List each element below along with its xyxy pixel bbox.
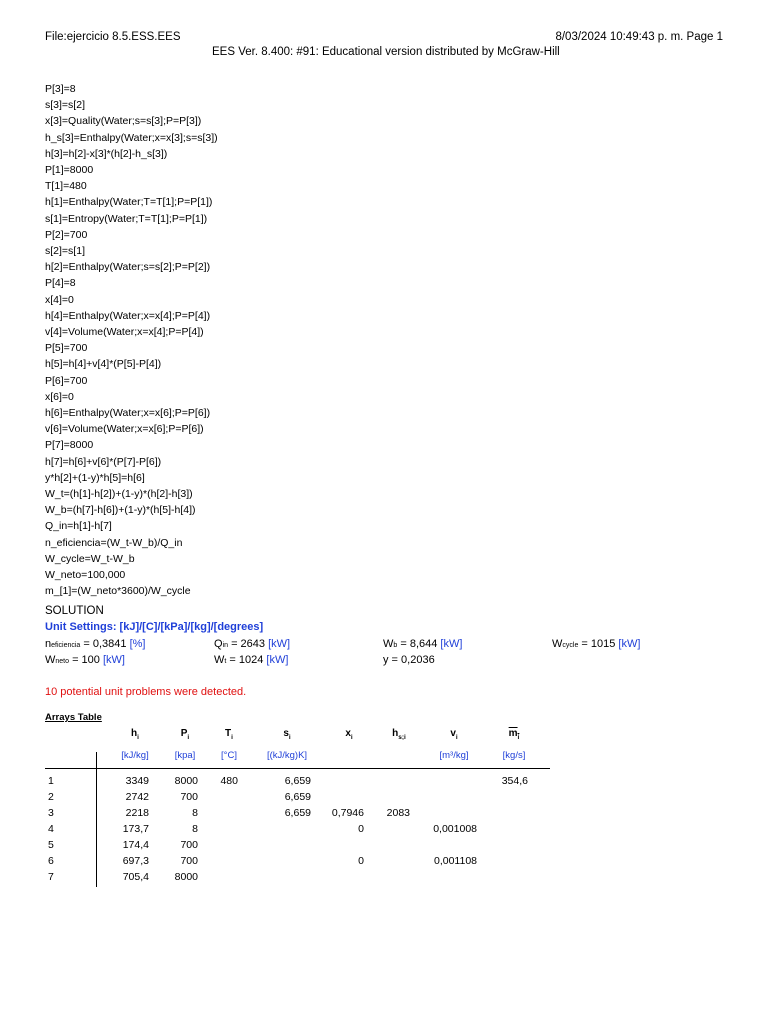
table-cell: 173,7 xyxy=(122,823,149,835)
var-value: = 2643 xyxy=(228,638,269,650)
equation-line: h[7]=h[6]+v[6]*(P[7]-P[6]) xyxy=(45,455,162,468)
column-header xyxy=(424,728,484,741)
column-subscript: i xyxy=(455,734,458,741)
column-symbol: h xyxy=(392,728,399,739)
table-cell: 354,6 xyxy=(501,775,528,787)
file-name: File:ejercicio 8.5.ESS.EES xyxy=(45,31,181,43)
equation-line: h[5]=h[4]+v[4]*(P[5]-P[4]) xyxy=(45,358,162,371)
column-symbol: s xyxy=(283,728,289,739)
column-symbol: x xyxy=(345,728,351,739)
equation-line: s[1]=Entropy(Water;T=T[1];P=P[1]) xyxy=(45,212,208,225)
var-subscript: neto xyxy=(55,658,70,665)
table-cell: 700 xyxy=(180,855,198,867)
column-header xyxy=(369,728,429,741)
equation-line: v[4]=Volume(Water;x=x[4];P=P[4]) xyxy=(45,326,204,339)
column-symbol: v xyxy=(450,728,456,739)
equation-line: v[6]=Volume(Water;x=x[6];P=P[6]) xyxy=(45,423,204,436)
table-cell: 2083 xyxy=(386,807,410,819)
var-unit: [%] xyxy=(129,638,146,650)
version-line: EES Ver. 8.400: #91: Educational version distributed by McGraw-Hill xyxy=(212,46,560,58)
column-symbol: m xyxy=(508,728,518,739)
equation-line: h[6]=Enthalpy(Water;x=x[6];P=P[6]) xyxy=(45,407,211,420)
equation-line: P[1]=8000 xyxy=(45,164,94,177)
column-header xyxy=(484,728,544,741)
var-value: = 0,2036 xyxy=(388,654,435,666)
table-cell: 6,659 xyxy=(284,807,311,819)
var-subscript: t xyxy=(224,658,227,665)
column-unit: [kJ/kg] xyxy=(121,750,149,761)
table-cell: 8 xyxy=(192,823,198,835)
equation-line: W_neto=100,000 xyxy=(45,569,126,582)
var-symbol: n xyxy=(45,638,52,650)
row-index: 7 xyxy=(48,871,54,883)
unit-problems-warning: 10 potential unit problems were detected. xyxy=(45,686,247,698)
var-unit: [kW] xyxy=(268,638,291,650)
table-cell: 3349 xyxy=(125,775,149,787)
var-subscript: in xyxy=(222,642,229,649)
var-subscript: eficiencia xyxy=(51,642,81,649)
var-w-b xyxy=(383,638,462,650)
table-cell: 8000 xyxy=(174,871,198,883)
equation-line: W_cycle=W_t-W_b xyxy=(45,552,135,565)
var-symbol: W xyxy=(383,638,394,650)
equation-line: h_s[3]=Enthalpy(Water;x=x[3];s=s[3]) xyxy=(45,131,218,144)
var-symbol: W xyxy=(45,654,56,666)
column-subscript: i xyxy=(137,734,139,741)
var-unit: [kW] xyxy=(102,654,125,666)
var-unit: [kW] xyxy=(266,654,289,666)
equation-line: Q_in=h[1]-h[7] xyxy=(45,520,112,533)
var-value: = 1015 xyxy=(578,638,619,650)
equation-line: x[3]=Quality(Water;s=s[3];P=P[3]) xyxy=(45,115,202,128)
equation-line: s[2]=s[1] xyxy=(45,245,85,258)
column-unit: [°C] xyxy=(221,750,237,761)
var-symbol: Q xyxy=(214,638,223,650)
var-w-neto xyxy=(45,654,125,666)
equation-line: P[2]=700 xyxy=(45,228,88,241)
var-symbol: W xyxy=(214,654,225,666)
table-cell: 0,001108 xyxy=(433,855,477,867)
equation-line: P[7]=8000 xyxy=(45,439,94,452)
equation-line: h[1]=Enthalpy(Water;T=T[1];P=P[1]) xyxy=(45,196,213,209)
column-symbol: P xyxy=(180,728,188,739)
equation-line: W_t=(h[1]-h[2])+(1-y)*(h[2]-h[3]) xyxy=(45,488,193,501)
var-symbol: W xyxy=(552,638,563,650)
column-subscript: i xyxy=(350,734,353,741)
equation-line: h[3]=h[2]-x[3]*(h[2]-h_s[3]) xyxy=(45,147,168,160)
column-subscript: i xyxy=(288,734,291,741)
table-cell: 0 xyxy=(358,823,364,835)
date-page: 8/03/2024 10:49:43 p. m. Page 1 xyxy=(555,31,723,43)
var-q-in xyxy=(214,638,290,650)
equation-line: P[4]=8 xyxy=(45,277,76,290)
column-header xyxy=(199,728,259,741)
column-header xyxy=(257,728,317,741)
table-cell: 0 xyxy=(358,855,364,867)
equation-line: m_[1]=(W_neto*3600)/W_cycle xyxy=(45,585,191,598)
row-index: 3 xyxy=(48,807,54,819)
table-cell: 700 xyxy=(180,791,198,803)
var-y xyxy=(383,654,435,666)
equation-line: h[4]=Enthalpy(Water;x=x[4];P=P[4]) xyxy=(45,309,211,322)
var-subscript: cycle xyxy=(562,642,579,649)
table-cell: 705,4 xyxy=(122,871,149,883)
var-value: = 100 xyxy=(69,654,103,666)
var-w-t xyxy=(214,654,288,666)
row-index: 2 xyxy=(48,791,54,803)
var-symbol: y xyxy=(383,654,389,666)
table-cell: 6,659 xyxy=(284,791,311,803)
equations-list xyxy=(45,81,218,600)
arrays-table-title: Arrays Table xyxy=(45,712,102,723)
var-unit: [kW] xyxy=(440,638,463,650)
var-subscript: b xyxy=(393,642,398,649)
equation-line: x[4]=0 xyxy=(45,293,74,306)
var-n-eficiencia xyxy=(45,638,145,650)
column-unit: [m³/kg] xyxy=(439,750,469,761)
equation-line: W_b=(h[7]-h[6])+(1-y)*(h[5]-h[4]) xyxy=(45,504,196,517)
var-value: = 0,3841 xyxy=(80,638,130,650)
var-unit: [kW] xyxy=(618,638,641,650)
table-cell: 480 xyxy=(220,775,238,787)
table-cell: 8 xyxy=(192,807,198,819)
column-subscript: i xyxy=(517,734,520,741)
row-index: 5 xyxy=(48,839,54,851)
table-cell: 2742 xyxy=(125,791,149,803)
table-cell: 174,4 xyxy=(122,839,149,851)
table-cell: 0,7946 xyxy=(331,807,364,819)
var-value: = 1024 xyxy=(226,654,267,666)
table-cell: 0,001008 xyxy=(433,823,477,835)
table-cell: 8000 xyxy=(174,775,198,787)
equation-line: T[1]=480 xyxy=(45,180,87,193)
column-unit: [kg/s] xyxy=(502,750,526,761)
row-index: 1 xyxy=(48,775,54,787)
column-unit: [(kJ/kg)K] xyxy=(266,750,308,761)
column-subscript: i xyxy=(187,734,190,741)
equation-line: y*h[2]+(1-y)*h[5]=h[6] xyxy=(45,471,145,484)
column-unit: [kpa] xyxy=(174,750,196,761)
var-value: = 8,644 xyxy=(397,638,441,650)
equation-line: P[5]=700 xyxy=(45,342,88,355)
row-index: 4 xyxy=(48,823,54,835)
row-index: 6 xyxy=(48,855,54,867)
var-w-cycle xyxy=(552,638,640,650)
equation-line: P[6]=700 xyxy=(45,374,88,387)
table-cell: 700 xyxy=(180,839,198,851)
column-symbol: T xyxy=(225,728,232,739)
equation-line: x[6]=0 xyxy=(45,390,74,403)
equation-line: h[2]=Enthalpy(Water;s=s[2];P=P[2]) xyxy=(45,261,211,274)
equation-line: s[3]=s[2] xyxy=(45,99,85,112)
table-cell: 2218 xyxy=(125,807,149,819)
unit-settings: Unit Settings: [kJ]/[C]/[kPa]/[kg]/[degrees] xyxy=(45,621,264,633)
table-vertical-rule xyxy=(96,752,97,887)
column-subscript: s;i xyxy=(398,734,406,741)
solution-title: SOLUTION xyxy=(45,605,104,617)
column-subscript: i xyxy=(231,734,233,741)
equation-line: P[3]=8 xyxy=(45,83,76,95)
equation-line: n_eficiencia=(W_t-W_b)/Q_in xyxy=(45,536,183,549)
table-cell: 6,659 xyxy=(284,775,311,787)
column-symbol: h xyxy=(131,728,138,739)
table-horizontal-rule xyxy=(45,768,550,769)
table-cell: 697,3 xyxy=(122,855,149,867)
